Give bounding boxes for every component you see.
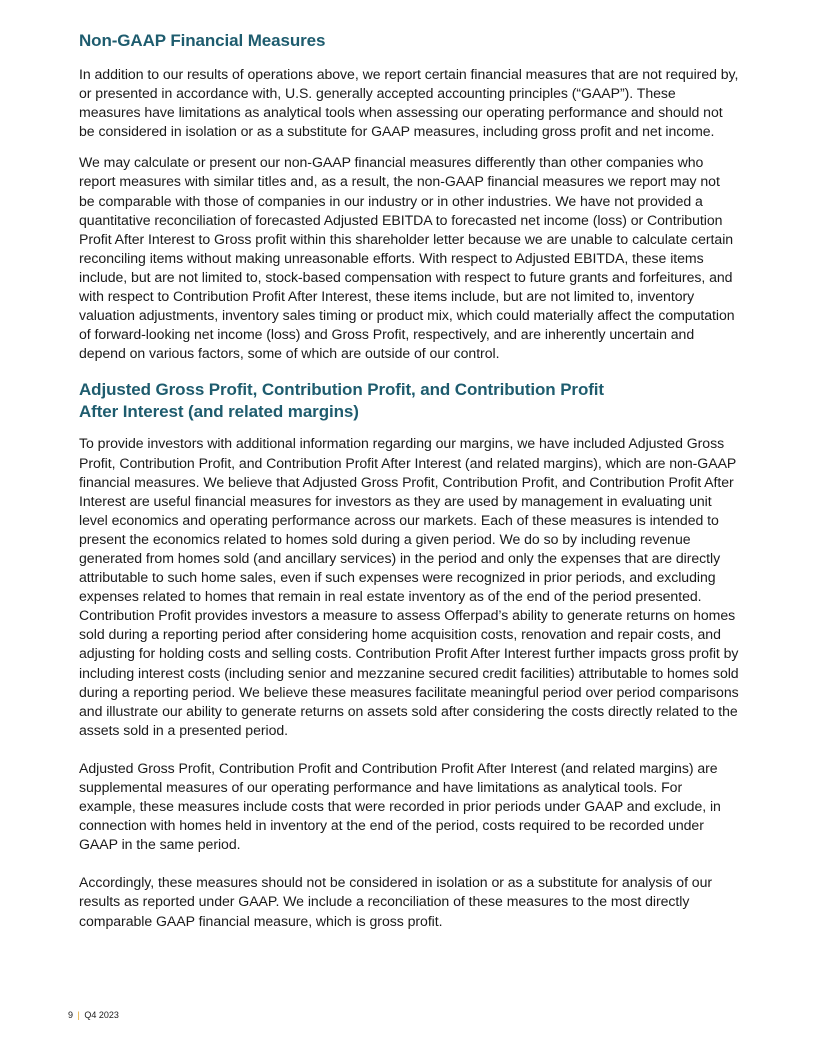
paragraph-accordingly: Accordingly, these measures should not be considered in isolation or as a substitute for analysis of our results as reported under GAAP. We include a reconciliation of these measures to the most directly comparable GAAP financial measure, which is gross profit. <box>79 874 713 929</box>
footer-separator: | <box>77 1010 80 1020</box>
section-heading-adjusted-gross-profit <box>79 379 739 423</box>
footer-period: Q4 2023 <box>84 1010 119 1020</box>
page-number: 9 <box>68 1010 74 1020</box>
paragraph-calculation: We may calculate or present our non-GAAP financial measures differently than other companies who report measures with similar titles and, as a result, the non-GAAP financial measures we report may not be comparable with those of companies in our industry or in other industries. We have not provided a quantitative reconciliation of forecasted Adjusted EBITDA to forecasted net income (loss) or Contribution Profit After Interest to Gross profit within this shareholder letter because we are unable to calculate certain reconciling items without making unreasonable efforts. With respect to Adjusted EBITDA, these items include, but are not limited to, stock-based compensation with respect to future grants and forfeitures, and with respect to Contribution Profit After Interest, these items include, but are not limited to, inventory valuation adjustments, inventory sales timing or product mix, which could materially affect the computation of forward-looking net income (loss) and Gross Profit, respectively, and are inherently uncertain and depend on various factors, some of which are outside of our control. <box>79 154 735 362</box>
page-footer <box>68 1010 119 1021</box>
heading-line-2: After Interest (and related margins) <box>79 402 359 422</box>
paragraph-margins: To provide investors with additional information regarding our margins, we have included Adjusted Gross Profit, Contribution Profit, and Contribution Profit After Interest (and related margins), which are non-GAAP financial measures. We believe that Adjusted Gross Profit, Contribution Profit, and Contribution Profit After Interest are useful financial measures for investors as they are used by management in evaluating unit level economics and operating performance across our markets. Each of these measures is intended to present the economics related to homes sold during a given period. We do so by including revenue generated from homes sold (and ancillary services) in the period and only the expenses that are directly attributable to such home sales, even if such expenses were recognized in prior periods, and excluding expenses related to homes that remain in real estate inventory as of the end of the period presented. Contribution Profit provides investors a measure to assess Offerpad’s ability to generate returns on homes sold during a reporting period after considering home acquisition costs, renovation and repair costs, and adjusting for holding costs and selling costs. Contribution Profit After Interest further impacts gross profit by including interest costs (including senior and mezzanine secured credit facilities) attributable to homes sold during a reporting period. We believe these measures facilitate meaningful period over period comparisons and illustrate our ability to generate returns on assets sold after considering the costs directly related to the assets sold in a presented period. <box>79 435 739 738</box>
paragraph-supplemental: Adjusted Gross Profit, Contribution Profit and Contribution Profit After Interest (and related margins) are supplemental measures of our operating performance and have limitations as analytical tools. For example, these measures include costs that were recorded in prior periods under GAAP and exclude, in connection with homes held in inventory at the end of the period, costs required to be recorded under GAAP in the same period. <box>79 759 721 853</box>
heading-line-1: Adjusted Gross Profit, Contribution Profit, and Contribution Profit <box>79 380 604 400</box>
document-page <box>79 30 739 931</box>
paragraph-intro: In addition to our results of operations above, we report certain financial measures that are not required by, or presented in accordance with, U.S. generally accepted accounting principles (“GAAP”). These measures have limitations as analytical tools when assessing our operating performance and should not be considered in isolation or as a substitute for GAAP measures, including gross profit and net income. <box>79 66 739 140</box>
section-heading-non-gaap: Non-GAAP Financial Measures <box>79 31 326 50</box>
